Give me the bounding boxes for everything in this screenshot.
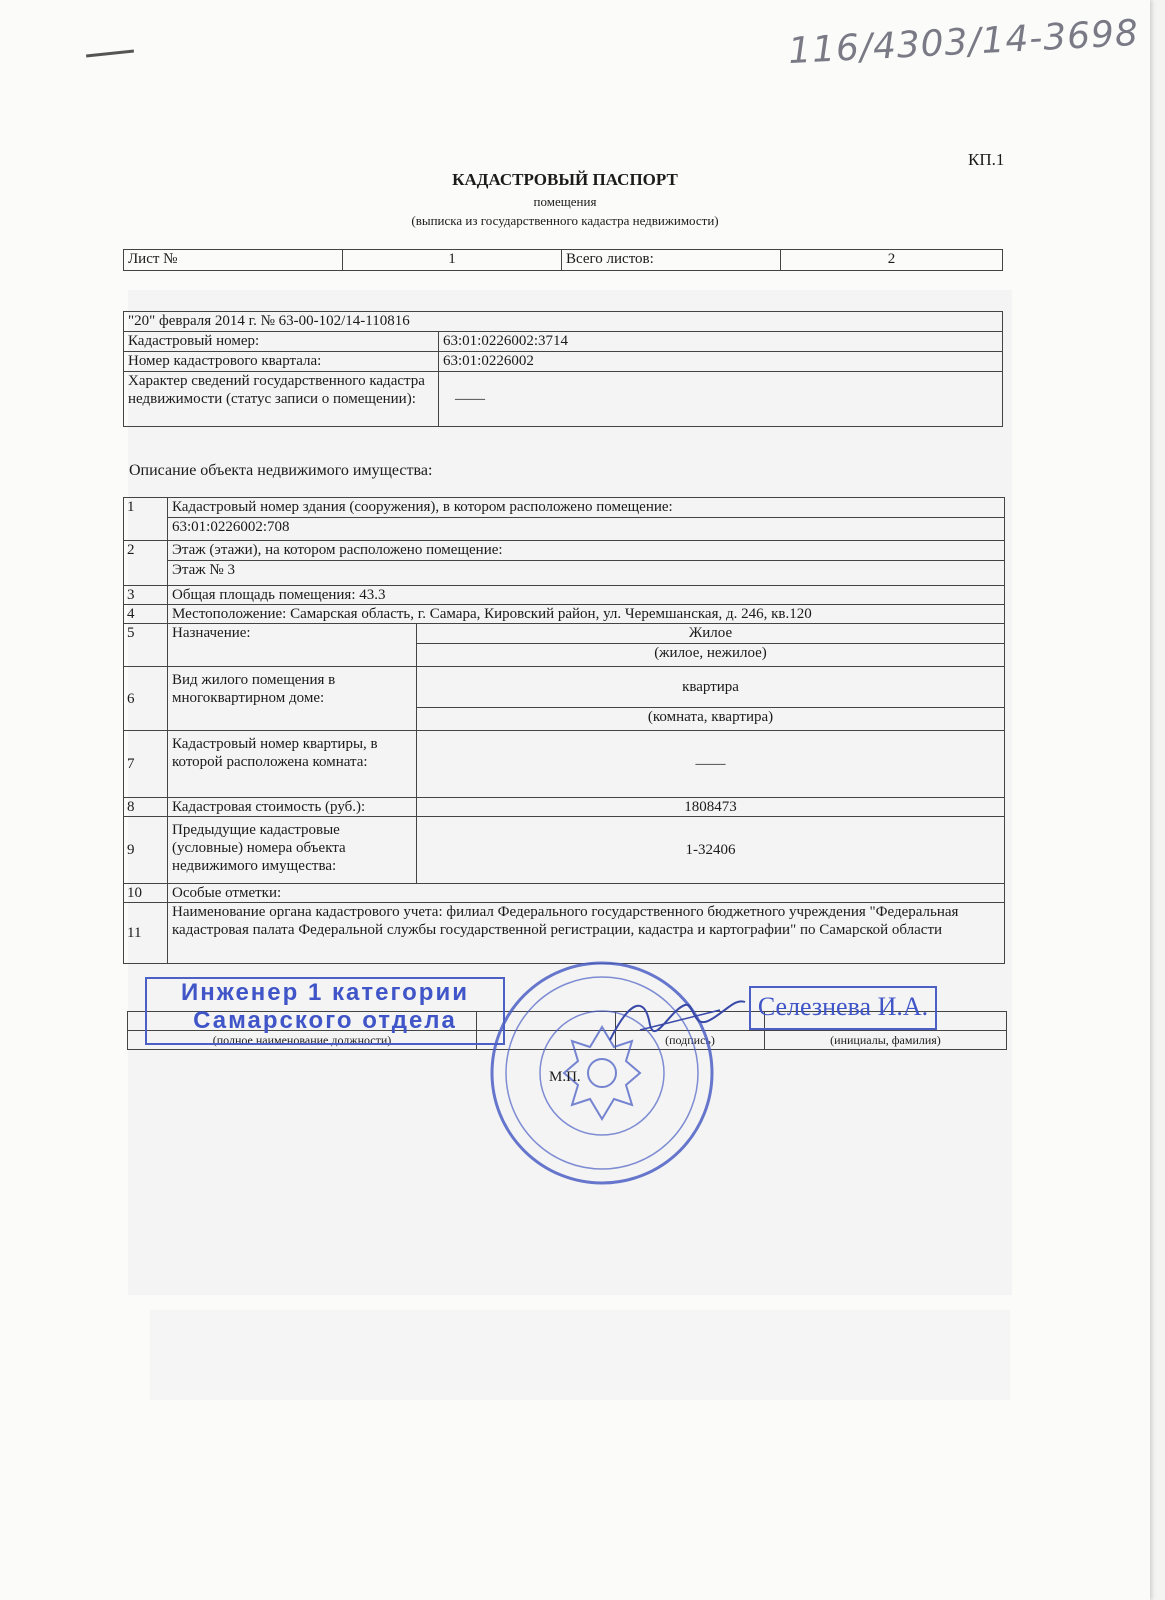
cadastral-label: Кадастровый номер:	[124, 332, 439, 352]
apartment-number-label: Кадастровый номер квартиры, в которой расположена комната:	[168, 731, 417, 798]
status-label: Характер сведений государственного кадастра недвижимости (статус записи о помещении):	[124, 372, 439, 427]
date-line: "20" февраля 2014 г. № 63-00-102/14-110816	[124, 312, 1003, 332]
special-notes-label: Особые отметки:	[168, 884, 1005, 903]
position-stamp-line-2: Самарского отдела	[193, 1007, 457, 1034]
document-subtitle: помещения	[533, 194, 597, 209]
description-table	[123, 497, 1005, 964]
previous-numbers-value: 1-32406	[417, 817, 1005, 884]
row-number: 6	[124, 667, 168, 731]
building-number-value: 63:01:0226002:708	[168, 518, 1005, 541]
document-title: КАДАСТРОВЫЙ ПАСПОРТ	[452, 170, 678, 189]
apartment-number-value: ——	[417, 731, 1005, 798]
purpose-value: Жилое	[417, 624, 1005, 644]
dwelling-type-hint: (комната, квартира)	[417, 708, 1005, 731]
pen-mark	[86, 49, 134, 57]
dwelling-type-value: квартира	[417, 667, 1005, 708]
location-label: Местоположение: Самарская область, г. Самара, Кировский район, ул. Черемшанская, д. 246, кв.120	[168, 605, 1005, 624]
status-value: ——	[439, 372, 1003, 427]
row-number: 8	[124, 798, 168, 817]
authority-name: Наименование органа кадастрового учета: филиал Федерального государственного бюджетного учреждения "Федеральная кадастровая палата Федеральной службы государственной регистрации, кадастра и картографии" по Самарской области	[168, 903, 1005, 964]
floor-value: Этаж № 3	[168, 561, 1005, 586]
form-code: КП.1	[968, 150, 1005, 169]
area-label: Общая площадь помещения: 43.3	[168, 586, 1005, 605]
position-stamp	[145, 977, 505, 1045]
purpose-label: Назначение:	[168, 624, 417, 667]
position-stamp-line-1: Инженер 1 категории	[181, 979, 469, 1006]
sheet-label: Лист №	[124, 250, 343, 271]
row-number: 11	[124, 903, 168, 964]
row-number: 4	[124, 605, 168, 624]
signature-mark	[600, 990, 750, 1050]
row-number: 5	[124, 624, 168, 667]
row-number: 2	[124, 541, 168, 586]
cadastral-value: 63:01:0226002:3714	[439, 332, 1003, 352]
row-number: 9	[124, 817, 168, 884]
dwelling-type-label: Вид жилого помещения в многоквартирном доме:	[168, 667, 417, 731]
quarter-label: Номер кадастрового квартала:	[124, 352, 439, 372]
handwritten-number: 116/4303/14-3698	[787, 12, 1140, 73]
cadastral-cost-value: 1808473	[417, 798, 1005, 817]
row-number: 3	[124, 586, 168, 605]
previous-numbers-label: Предыдущие кадастровые (условные) номера объекта недвижимого имущества:	[168, 817, 417, 884]
cadastral-cost-label: Кадастровая стоимость (руб.):	[168, 798, 417, 817]
sheet-number: 1	[343, 250, 562, 271]
row-number: 10	[124, 884, 168, 903]
row-number: 7	[124, 731, 168, 798]
floor-label: Этаж (этажи), на котором расположено помещение:	[168, 541, 1005, 561]
position-hint: (полное наименование должности)	[128, 1031, 477, 1050]
seal-place-label: М.П.	[549, 1069, 581, 1085]
total-sheets-value: 2	[781, 250, 1003, 271]
description-label: Описание объекта недвижимого имущества:	[129, 462, 433, 479]
sheet-table	[123, 249, 1003, 271]
bleed-through-shadow	[150, 1310, 1010, 1400]
name-hint: (инициалы, фамилия)	[765, 1031, 1007, 1050]
building-number-label: Кадастровый номер здания (сооружения), в котором расположено помещение:	[168, 498, 1005, 518]
document-subtitle-2: (выписка из государственного кадастра недвижимости)	[411, 213, 719, 228]
name-stamp: Селезнева И.А.	[749, 986, 937, 1030]
total-sheets-label: Всего листов:	[562, 250, 781, 271]
quarter-value: 63:01:0226002	[439, 352, 1003, 372]
header-info-table	[123, 311, 1003, 427]
signature-hint: (подпись)	[616, 1031, 765, 1050]
row-number: 1	[124, 498, 168, 541]
purpose-hint: (жилое, нежилое)	[417, 644, 1005, 667]
